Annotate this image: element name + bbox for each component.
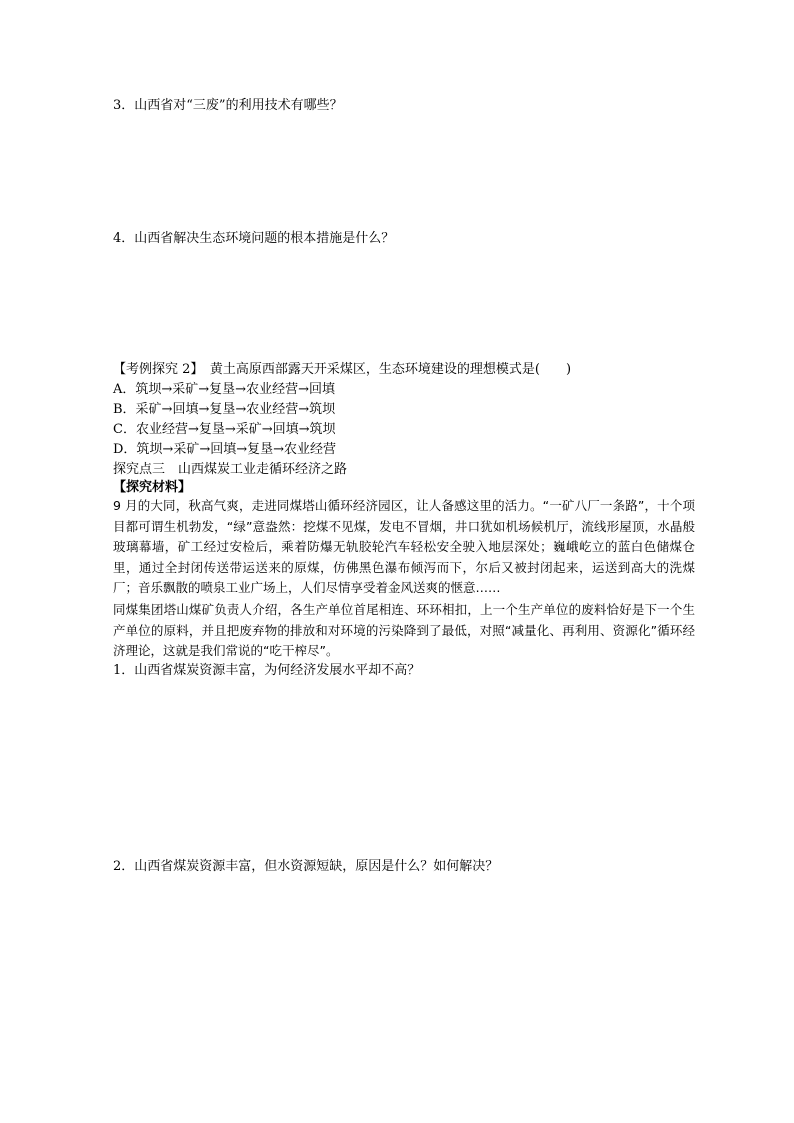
option-a: A．筑坝→采矿→复垦→农业经营→回填 [113, 382, 335, 397]
section-title: 探究点三 山西煤炭工业走循环经济之路 [113, 462, 348, 477]
question-3: 3．山西省对“三废”的利用技术有哪些？ [113, 98, 343, 113]
question-4: 4．山西省解决生态环境问题的根本措施是什么？ [113, 231, 395, 246]
option-b: B．采矿→回填→复垦→农业经营→筑坝 [113, 402, 336, 417]
section-question-2: 2．山西省煤炭资源丰富，但水资源短缺，原因是什么？如何解决？ [113, 859, 499, 874]
option-d: D．筑坝→采矿→回填→复垦→农业经营 [113, 442, 336, 457]
case-question-2: 【考例探究 2】 黄土高原西部露天开采煤区，生态环境建设的理想模式是( ) [113, 362, 572, 377]
option-c: C．农业经营→复垦→采矿→回填→筑坝 [113, 422, 336, 437]
material-label: 【探究材料】 [113, 480, 192, 495]
material-paragraph-2: 同煤集团塔山煤矿负责人介绍，各生产单位首尾相连、环环相扣，上一个生产单位的废料恰好是下一个生产单位的原料，并且把废弃物的排放和对环境的污染降到了最低，对照“减量化、再利用、资源化”循环经济理论，这就是我们常说的“吃干榨尽”。 [113, 602, 695, 658]
material-paragraph-1: 9 月的大同，秋高气爽，走进同煤塔山循环经济园区，让人备感这里的活力。“一矿八厂一条路”，十个项目都可谓生机勃发，“绿”意盎然：挖煤不见煤，发电不冒烟，井口犹如机场候机厅，流线形屋顶，水晶般玻璃幕墙，矿工经过安检后，乘着防爆无轨胶轮汽车轻松安全驶入地层深处；巍峨屹立的蓝白色储煤仓里，通过全封闭传送带运送来的原煤，仿佛黑色瀑布倾泻而下，尔后又被封闭起来，运送到高大的洗煤厂；音乐飘散的喷泉工业广场上，人们尽情享受着金风送爽的惬意…… [113, 498, 695, 595]
section-question-1: 1．山西省煤炭资源丰富，为何经济发展水平却不高？ [113, 663, 421, 678]
